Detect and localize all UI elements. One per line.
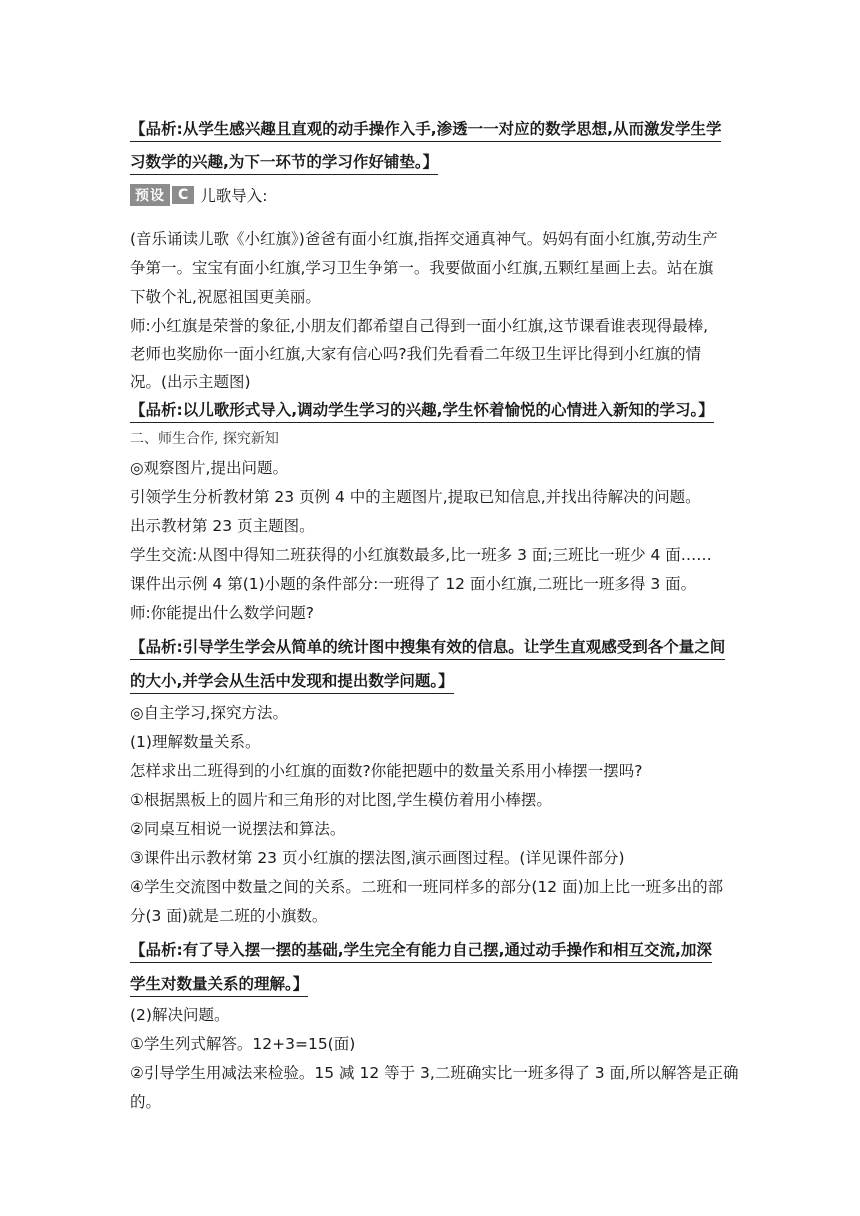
paragraph-line: ◎自主学习,探究方法。	[130, 704, 288, 722]
analysis-note: 的大小,并学会从生活中发现和提出数学问题。】	[130, 671, 454, 694]
paragraph-line: 老师也奖励你一面小红旗,大家有信心吗?我们先看看二年级卫生评比得到小红旗的情	[130, 345, 702, 363]
paragraph-line: 下敬个礼,祝愿祖国更美丽。	[130, 288, 321, 306]
preset-badge: 预设	[130, 184, 170, 206]
analysis-note: 【品析:有了导入摆一摆的基础,学生完全有能力自己摆,通过动手操作和相互交流,加深	[130, 940, 712, 963]
preset-letter-badge: C	[172, 186, 194, 204]
paragraph-line: ④学生交流图中数量之间的关系。二班和一班同样多的部分(12 面)加上比一班多出的部	[130, 878, 724, 896]
paragraph-line: 学生交流:从图中得知二班获得的小红旗数最多,比一班多 3 面;三班比一班少 4 面……	[130, 546, 712, 564]
paragraph-line: 分(3 面)就是二班的小旗数。	[130, 907, 328, 925]
paragraph-line: ②引导学生用减法来检验。15 减 12 等于 3,二班确实比一班多得了 3 面,所以解答是正确	[130, 1064, 739, 1082]
paragraph-line: (1)理解数量关系。	[130, 733, 261, 751]
paragraph-line: 争第一。宝宝有面小红旗,学习卫生争第一。我要做面小红旗,五颗红星画上去。站在旗	[130, 259, 714, 277]
paragraph-line: ①学生列式解答。12+3=15(面)	[130, 1035, 356, 1053]
paragraph-line: 课件出示例 4 第(1)小题的条件部分:一班得了 12 面小红旗,二班比一班多得 3 面。	[130, 575, 697, 593]
paragraph-line: 的。	[130, 1093, 162, 1111]
paragraph-line: 怎样求出二班得到的小红旗的面数?你能把题中的数量关系用小棒摆一摆吗?	[130, 762, 643, 780]
paragraph-line: 况。(出示主题图)	[130, 373, 251, 391]
paragraph-line: ◎观察图片,提出问题。	[130, 459, 288, 477]
analysis-note: 【品析:从学生感兴趣且直观的动手操作入手,渗透一一对应的数学思想,从而激发学生学	[130, 119, 721, 142]
paragraph-line: ③课件出示教材第 23 页小红旗的摆法图,演示画图过程。(详见课件部分)	[130, 849, 625, 867]
paragraph-line: 出示教材第 23 页主题图。	[130, 517, 315, 535]
paragraph-line: 师:你能提出什么数学问题?	[130, 604, 314, 622]
paragraph-line: ①根据黑板上的圆片和三角形的对比图,学生模仿着用小棒摆。	[130, 791, 552, 809]
paragraph-line: (2)解决问题。	[130, 1006, 230, 1024]
paragraph-line: 引领学生分析教材第 23 页例 4 中的主题图片,提取已知信息,并找出待解决的问题。	[130, 488, 701, 506]
analysis-note: 习数学的兴趣,为下一环节的学习作好铺垫。】	[130, 152, 438, 175]
analysis-note: 学生对数量关系的理解。】	[130, 974, 308, 997]
analysis-note: 【品析:引导学生学会从简单的统计图中搜集有效的信息。让学生直观感受到各个量之间	[130, 637, 725, 660]
paragraph-line: 师:小红旗是荣誉的象征,小朋友们都希望自己得到一面小红旗,这节课看谁表现得最棒,	[130, 317, 709, 335]
paragraph-line: (音乐诵读儿歌《小红旗》)爸爸有面小红旗,指挥交通真神气。妈妈有面小红旗,劳动生产	[130, 230, 718, 248]
paragraph-line: ②同桌互相说一说摆法和算法。	[130, 820, 346, 838]
analysis-note: 【品析:以儿歌形式导入,调动学生学习的兴趣,学生怀着愉悦的心情进入新知的学习。】	[130, 400, 714, 423]
section-heading: 二、师生合作, 探究新知	[130, 431, 279, 447]
preset-label: 儿歌导入:	[200, 187, 268, 205]
preset-c-header	[130, 184, 268, 206]
